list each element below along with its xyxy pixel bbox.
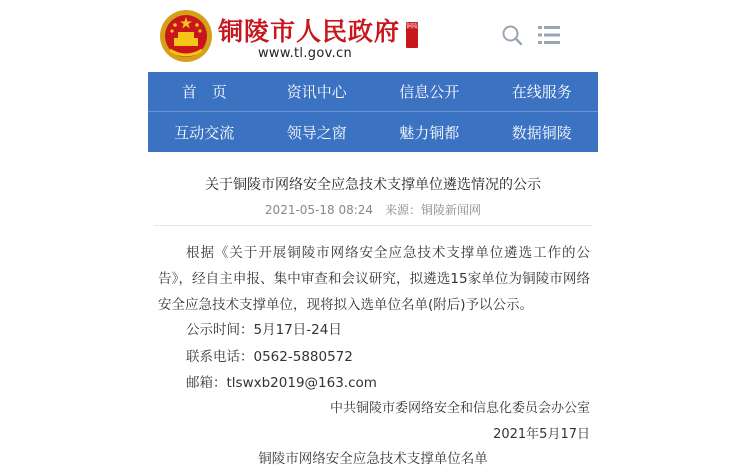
national-emblem-icon[interactable] <box>158 8 214 64</box>
sign-date: 2021年5月17日 <box>493 427 590 442</box>
site-title[interactable]: 铜陵市人民政府 <box>218 17 401 46</box>
list-title: 铜陵市网络安全应急技术支撑单位名单 <box>258 451 488 467</box>
nav-item-news-center[interactable]: 资讯中心 <box>286 83 347 101</box>
site-url[interactable]: www.tl.gov.cn <box>258 46 352 61</box>
nav-item-online-service[interactable]: 在线服务 <box>511 83 572 101</box>
article-meta: 2021-05-18 08:24 来源：铜陵新闻网 <box>264 203 482 217</box>
page <box>148 0 598 467</box>
divider <box>154 225 592 226</box>
article-title: 关于铜陵市网络安全应急技术支撑单位遴选情况的公示 <box>205 177 541 193</box>
nav-item-home[interactable]: 首 页 <box>181 83 227 101</box>
main-nav <box>148 72 598 152</box>
nav-item-interaction[interactable]: 互动交流 <box>174 123 235 142</box>
nav-item-charm-tongdu[interactable]: 魅力铜都 <box>399 123 460 142</box>
contact-phone: 联系电话：0562-5880572 <box>186 349 353 365</box>
notice-period: 公示时间：5月17日-24日 <box>186 322 342 338</box>
search-icon[interactable] <box>501 24 523 46</box>
nav-row-2 <box>148 112 598 152</box>
menu-icon[interactable] <box>538 25 560 45</box>
article-body: 根据《关于开展铜陵市网络安全应急技术支撑单位遴选工作的公告》，经自主申报、集中审查和会议研究，拟遴选15家单位为铜陵市网络安全应急技术支撑单位，现将拟入选单位名单(附后)予以公示。 <box>158 245 590 313</box>
site-header <box>148 0 598 72</box>
nav-item-data-tongling[interactable]: 数据铜陵 <box>511 123 572 142</box>
nav-row-1 <box>148 72 598 112</box>
city-seal: 铜陵 <box>406 22 418 48</box>
nav-item-leaders[interactable]: 领导之窗 <box>286 123 347 142</box>
signer: 中共铜陵市委网络安全和信息化委员会办公室 <box>329 401 590 416</box>
nav-item-info-disclosure[interactable]: 信息公开 <box>399 83 460 101</box>
contact-email: 邮箱：tlswxb2019@163.com <box>186 375 377 391</box>
